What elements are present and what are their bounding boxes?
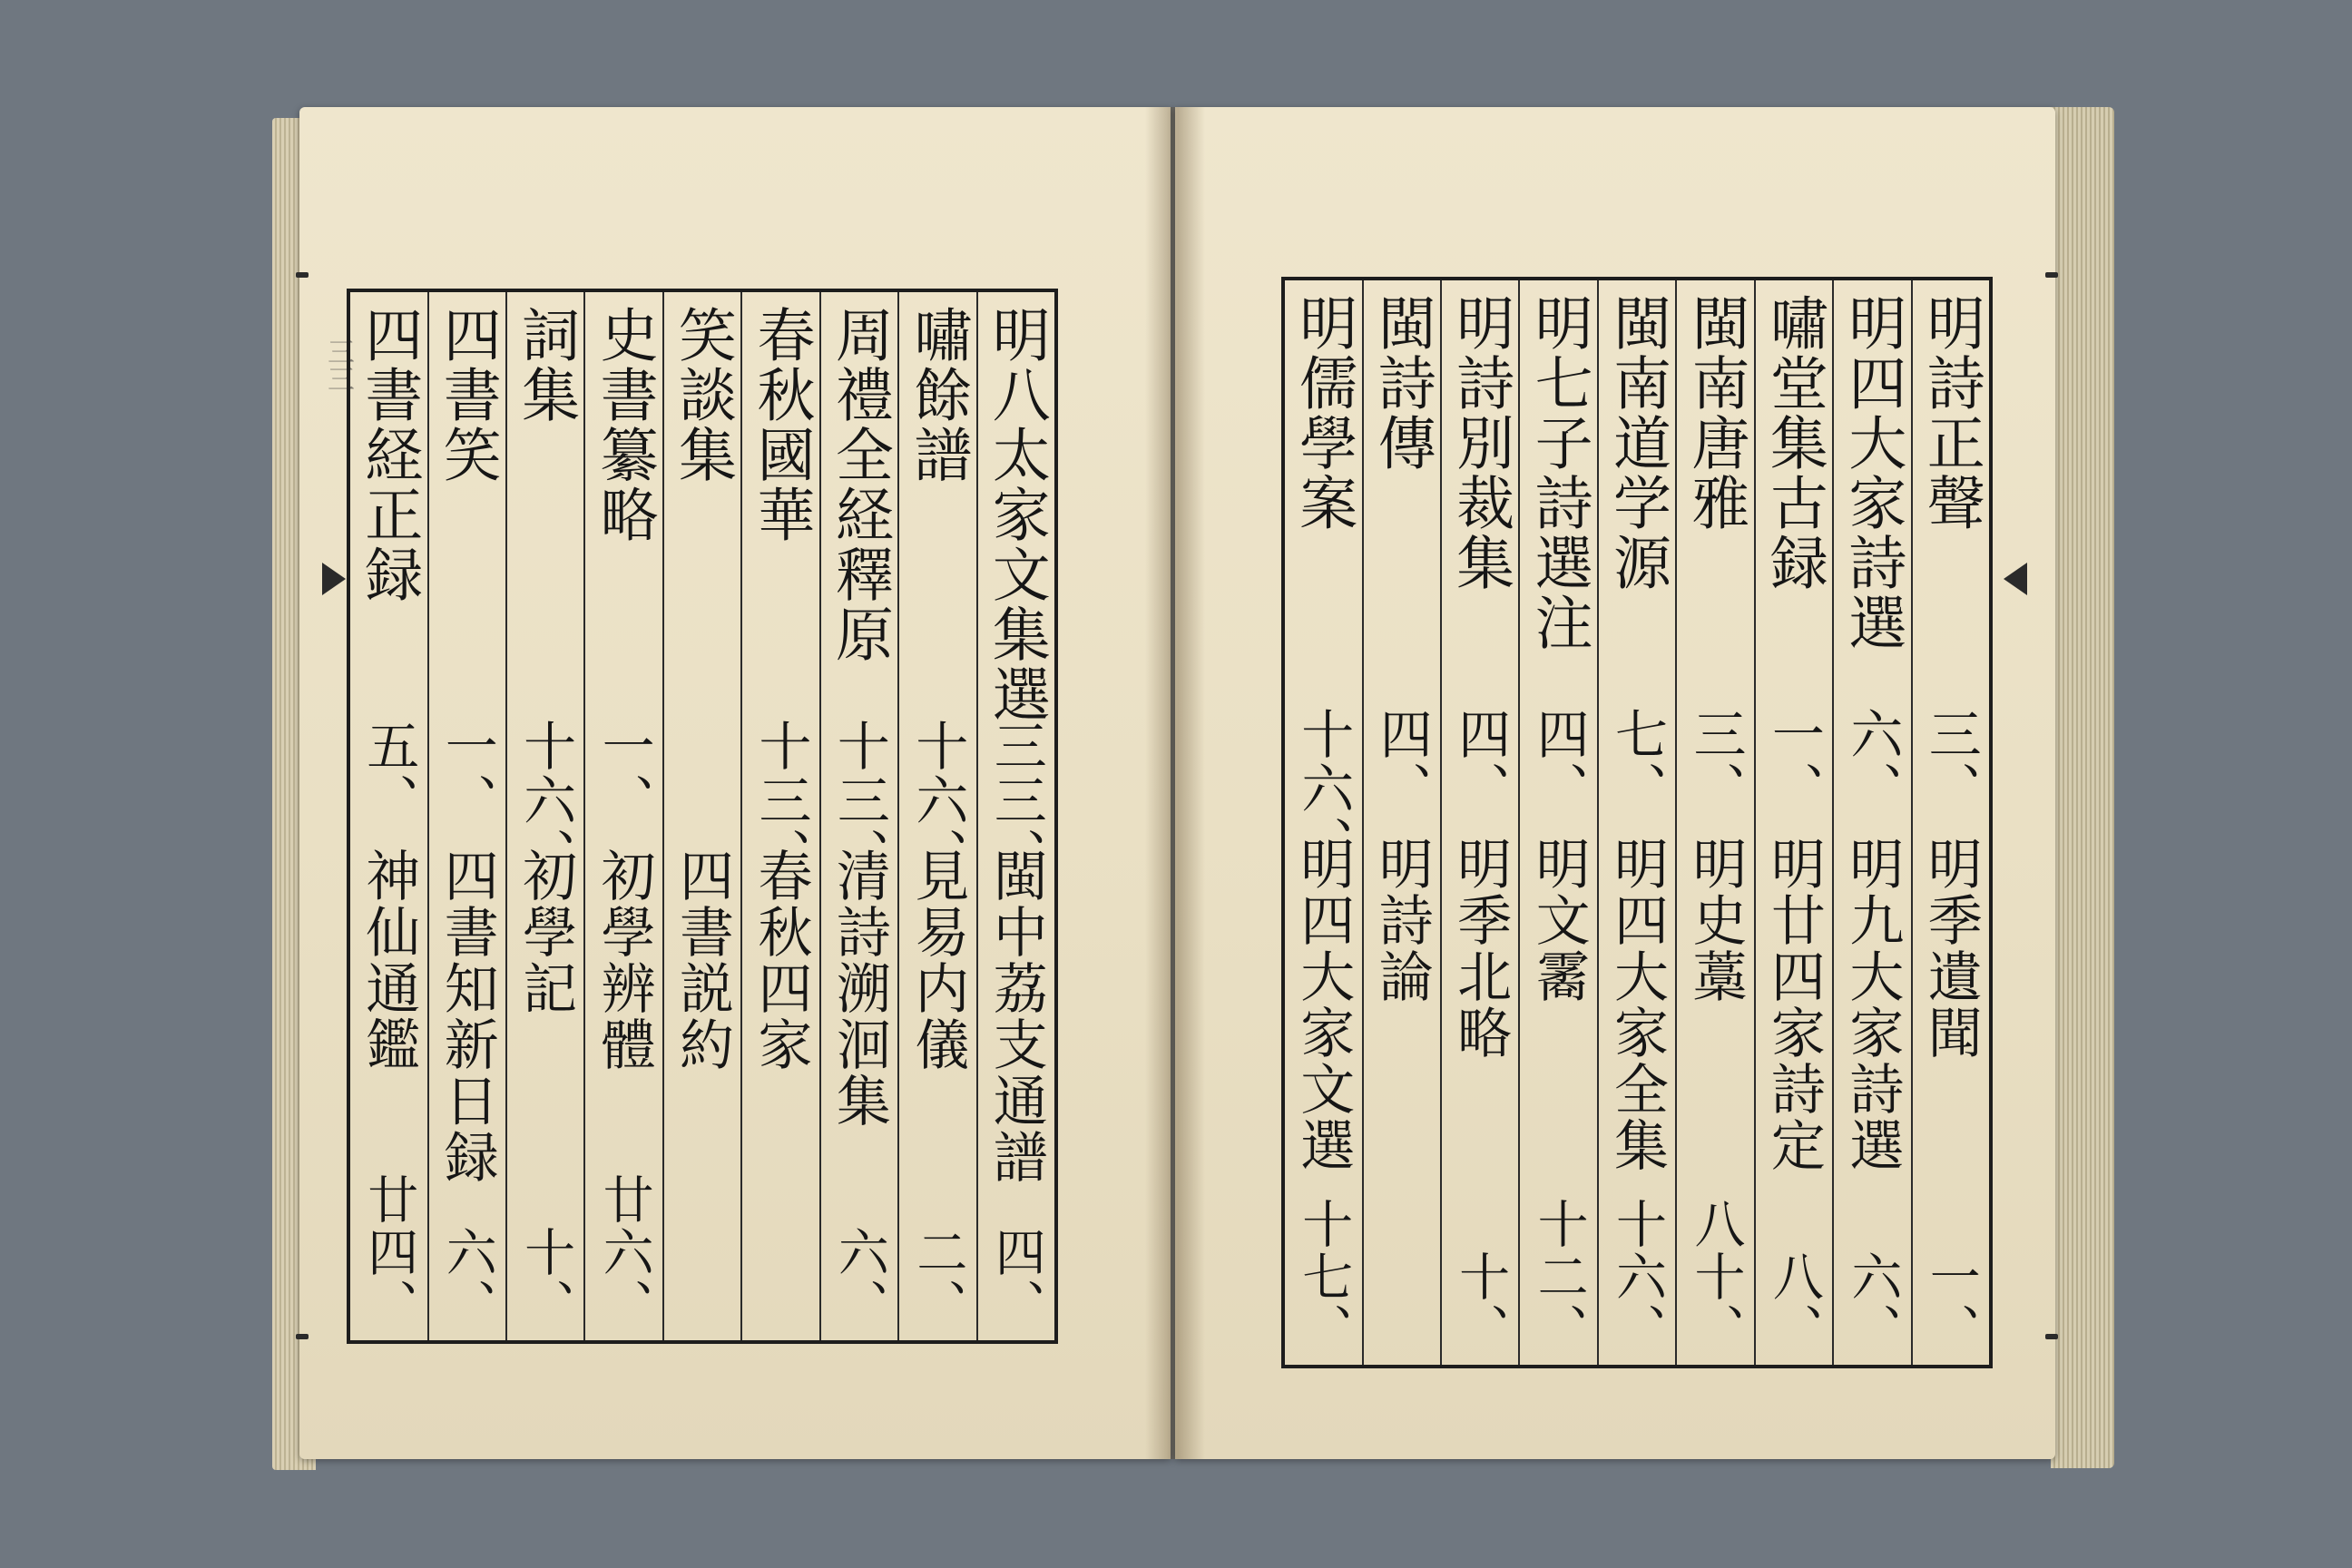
catalog-column (583, 292, 662, 1340)
catalog-column (1597, 280, 1675, 1365)
book-title: 初學記 (514, 848, 578, 1016)
book-title: 明季遺聞 (1918, 836, 1983, 1061)
catalog-column (1754, 280, 1832, 1365)
catalog-column (1362, 280, 1440, 1365)
left-page-catalog-frame (347, 289, 1058, 1344)
volume-count: 一、 (593, 719, 655, 828)
fore-edge-tab-right (2004, 563, 2027, 595)
catalog-column (1911, 280, 1989, 1365)
volume-count: 十六、 (1608, 1198, 1668, 1356)
volume-count: 十三、 (828, 719, 890, 882)
volume-count: 十、 (1451, 1250, 1511, 1356)
volume-count: 十六、 (1292, 707, 1355, 870)
right-page-catalog-frame (1281, 277, 1993, 1368)
catalog-column (1832, 280, 1910, 1365)
volume-count: 三、 (1919, 707, 1982, 816)
volume-count: 三、 (1684, 707, 1747, 816)
catalog-column (1440, 280, 1518, 1365)
volume-count: 四、 (986, 1226, 1046, 1331)
book-title: 四書経正録 (355, 305, 423, 604)
book-title: 明八太家文集選 (982, 305, 1050, 724)
book-title: 閩南道学源 (1603, 293, 1671, 593)
book-title: 嘯堂集古録 (1759, 293, 1828, 593)
volume-count: 八、 (1764, 1250, 1824, 1356)
catalog-column (740, 292, 818, 1340)
binding-thread (2045, 272, 2058, 278)
book-title: 明七子詩選注 (1524, 293, 1592, 652)
book-title: 明廿四家詩定 (1761, 836, 1826, 1173)
book-title: 周禮全経釋原 (825, 305, 893, 664)
book-title: 春秋四家 (749, 848, 813, 1073)
book-title: 見易内儀 (906, 848, 970, 1073)
volume-count: 四、 (1449, 707, 1512, 816)
catalog-column (350, 292, 426, 1340)
book-title: 明季北略 (1448, 836, 1513, 1061)
catalog-column (1675, 280, 1753, 1365)
book-title: 初學辨體 (592, 848, 656, 1073)
page-edges-right (2051, 107, 2114, 1468)
catalog-column (819, 292, 897, 1340)
volume-count: 七、 (1606, 707, 1669, 816)
volume-count: 六、 (437, 1226, 497, 1331)
book-title: 明詩別裁集 (1446, 293, 1514, 593)
book-title: 明文霱 (1526, 836, 1591, 1004)
volume-count: 五、 (358, 719, 420, 828)
volume-count: 十七、 (1294, 1198, 1354, 1356)
volume-count: 四、 (1527, 707, 1590, 816)
book-title: 明詩正聲 (1916, 293, 1984, 533)
book-title: 清詩溯洄集 (827, 848, 891, 1129)
margin-mark: 三三 (322, 338, 354, 392)
binding-thread (296, 272, 309, 278)
volume-count: 六、 (1841, 707, 1904, 816)
volume-count: 十六、 (514, 719, 577, 882)
book-title: 史書纂略 (590, 305, 658, 544)
book-title: 明四大家文選 (1291, 836, 1356, 1173)
book-title: 四書笑 (433, 305, 501, 485)
volume-count: 廿六、 (594, 1173, 654, 1331)
catalog-column (427, 292, 505, 1340)
book-gutter (1145, 107, 1205, 1459)
volume-count: 一、 (1921, 1250, 1981, 1356)
catalog-column (897, 292, 975, 1340)
volume-count: 十六、 (906, 719, 969, 882)
volume-count: 二、 (908, 1226, 968, 1331)
fore-edge-tab-left (322, 563, 346, 595)
book-title: 春秋國華 (747, 305, 815, 544)
volume-count: 六、 (829, 1226, 889, 1331)
book-title: 明九大家詩選 (1840, 836, 1905, 1173)
volume-count: 廿四、 (359, 1173, 419, 1331)
catalog-column (976, 292, 1054, 1340)
book-title: 閩詩傳 (1367, 293, 1436, 473)
book-title: 明儒學案 (1289, 293, 1357, 533)
book-title: 嘯餘譜 (904, 305, 972, 485)
volume-count: 六、 (1843, 1250, 1903, 1356)
book-title: 明詩論 (1369, 836, 1434, 1004)
volume-count: 一、 (1762, 707, 1825, 816)
volume-count: 三三、 (985, 719, 1047, 882)
book-title: 閩中荔支通譜 (984, 848, 1048, 1185)
catalog-column (505, 292, 583, 1340)
catalog-column (1518, 280, 1596, 1365)
binding-thread (296, 1334, 309, 1339)
volume-count: 四、 (1370, 707, 1433, 816)
volume-count: 十三、 (750, 719, 812, 882)
catalog-column (662, 292, 740, 1340)
book-title: 笑談集 (669, 305, 737, 485)
book-title: 明史藁 (1683, 836, 1748, 1004)
catalog-column (1285, 280, 1361, 1365)
book-title: 神仙通鑑 (357, 848, 421, 1073)
binding-thread (2045, 1334, 2058, 1339)
book-title: 明四大家全集 (1605, 836, 1670, 1173)
volume-count: 十二、 (1529, 1198, 1589, 1356)
book-title: 詞集 (512, 305, 580, 425)
volume-count: 一、 (436, 719, 498, 828)
book-title: 四書知新日録 (435, 848, 499, 1185)
volume-count: 十、 (516, 1226, 576, 1331)
volume-count: 八十、 (1686, 1198, 1746, 1356)
book-title: 閩南唐雅 (1681, 293, 1749, 533)
book-title: 明四大家詩選 (1838, 293, 1906, 652)
book-title: 四書説約 (671, 848, 735, 1073)
